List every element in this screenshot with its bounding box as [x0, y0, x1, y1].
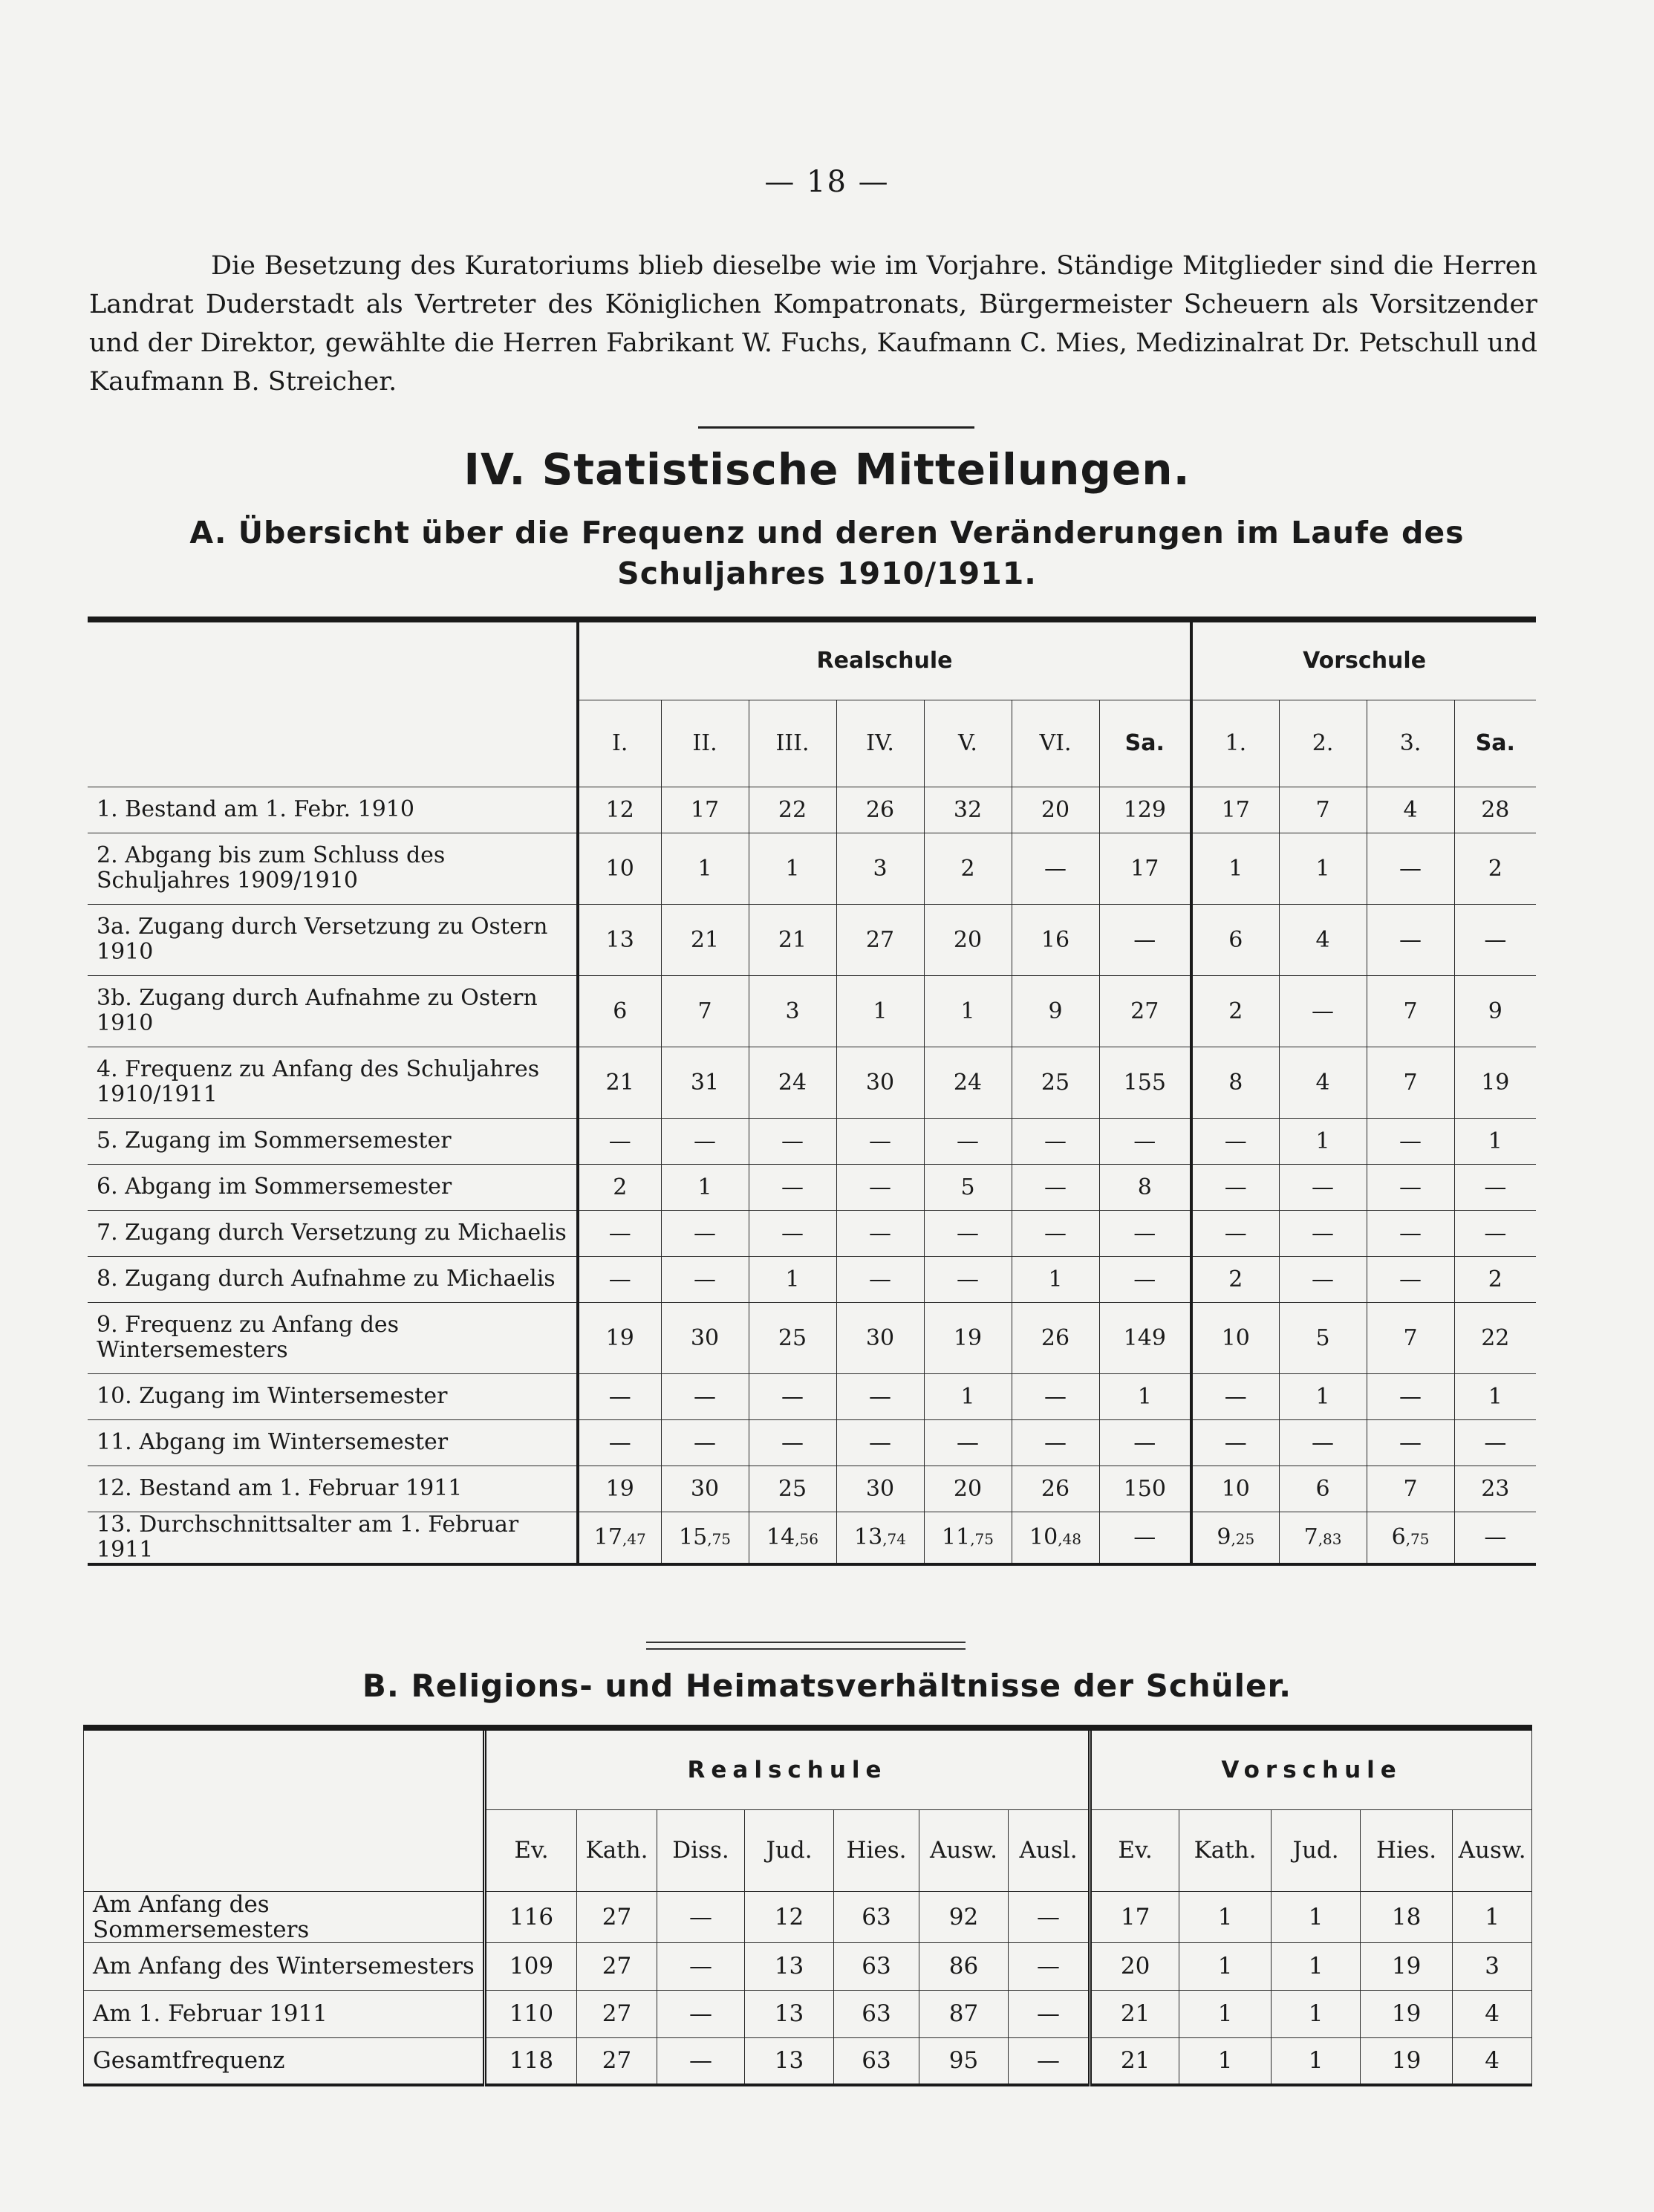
table-cell: 1: [1279, 1118, 1367, 1164]
table-cell: —: [1012, 1164, 1099, 1210]
table-cell: 10: [578, 833, 661, 904]
table-a-col-header: 2.: [1279, 700, 1367, 787]
table-cell: 1: [1179, 2037, 1272, 2085]
table-cell: —: [1367, 904, 1454, 975]
table-cell: —: [661, 1210, 749, 1256]
row-label: 8. Zugang durch Aufnahme zu Michaelis: [88, 1256, 578, 1302]
table-cell: —: [1454, 1164, 1536, 1210]
table-cell: 10: [1191, 1302, 1279, 1373]
row-label: 9. Frequenz zu Anfang des Wintersemesters: [88, 1302, 578, 1373]
table-cell: 5: [924, 1164, 1012, 1210]
table-cell: 27: [577, 1891, 657, 1942]
table-cell: 13: [745, 1942, 834, 1990]
table-cell: 19: [578, 1302, 661, 1373]
table-cell: —: [1012, 1118, 1099, 1164]
table-cell: 25: [1012, 1047, 1099, 1118]
table-cell: —: [1099, 1256, 1191, 1302]
table-cell: —: [1367, 1164, 1454, 1210]
table-cell: 3: [836, 833, 924, 904]
table-a-col-header: II.: [661, 700, 749, 787]
table-cell: 116: [485, 1891, 577, 1942]
table-cell: 22: [749, 787, 836, 833]
table-cell: —: [1099, 1210, 1191, 1256]
table-cell: —: [924, 1419, 1012, 1466]
table-cell: 7: [1367, 975, 1454, 1047]
table-cell: —: [1454, 1419, 1536, 1466]
table-b-col-header: Ausl.: [1009, 1809, 1090, 1891]
table-a-col-header: III.: [749, 700, 836, 787]
table-cell: 7: [1279, 787, 1367, 833]
table-cell: —: [836, 1256, 924, 1302]
row-label: 6. Abgang im Sommersemester: [88, 1164, 578, 1210]
table-cell: —: [578, 1373, 661, 1419]
table-b-col-header: Hies.: [834, 1809, 919, 1891]
table-cell: 155: [1099, 1047, 1191, 1118]
table-cell: 1: [924, 975, 1012, 1047]
table-a-col-header: Sa.: [1454, 700, 1536, 787]
table-cell: 11,75: [924, 1512, 1012, 1564]
table-cell: —: [836, 1118, 924, 1164]
table-cell: 1: [1279, 833, 1367, 904]
row-label: Gesamtfrequenz: [84, 2037, 485, 2085]
table-cell: —: [1279, 975, 1367, 1047]
frequency-table: [88, 617, 1536, 1566]
table-cell: —: [1367, 1210, 1454, 1256]
table-cell: 110: [485, 1990, 577, 2037]
table-cell: —: [1012, 1373, 1099, 1419]
table-cell: 10: [1191, 1466, 1279, 1512]
table-cell: —: [661, 1118, 749, 1164]
table-cell: 6: [1191, 904, 1279, 975]
table-cell: —: [836, 1210, 924, 1256]
table-a-col-header: 3.: [1367, 700, 1454, 787]
table-cell: 27: [577, 1942, 657, 1990]
table-cell: 1: [924, 1373, 1012, 1419]
table-cell: 1: [1454, 1118, 1536, 1164]
table-row: [88, 787, 1536, 833]
table-b-group-realschule: Realschule: [485, 1728, 1090, 1809]
table-cell: 21: [578, 1047, 661, 1118]
table-b-col-header: Ev.: [485, 1809, 577, 1891]
table-cell: 17: [1099, 833, 1191, 904]
table-cell: 1: [1012, 1256, 1099, 1302]
table-cell: 19: [1361, 1990, 1453, 2037]
table-cell: 30: [836, 1047, 924, 1118]
table-cell: 9: [1454, 975, 1536, 1047]
table-cell: 1: [749, 833, 836, 904]
table-cell: —: [1191, 1118, 1279, 1164]
table-cell: —: [1012, 1210, 1099, 1256]
table-cell: —: [1454, 904, 1536, 975]
table-cell: 7: [1367, 1302, 1454, 1373]
table-cell: 21: [1090, 1990, 1179, 2037]
table-cell: 16: [1012, 904, 1099, 975]
table-cell: 1: [1179, 1990, 1272, 2037]
table-cell: 27: [577, 2037, 657, 2085]
table-cell: 26: [836, 787, 924, 833]
table-b-col-header: Jud.: [1272, 1809, 1361, 1891]
table-row: [88, 1466, 1536, 1512]
table-cell: 4: [1367, 787, 1454, 833]
table-cell: —: [1367, 1373, 1454, 1419]
table-cell: 7: [1367, 1466, 1454, 1512]
table-cell: —: [924, 1210, 1012, 1256]
table-cell: 6,75: [1367, 1512, 1454, 1564]
table-cell: —: [749, 1164, 836, 1210]
table-a-col-header: Sa.: [1099, 700, 1191, 787]
table-row: [88, 1512, 1536, 1564]
table-a-corner: [88, 619, 578, 787]
table-cell: 13: [578, 904, 661, 975]
table-cell: 1: [1272, 1891, 1361, 1942]
row-label: 4. Frequenz zu Anfang des Schuljahres 1910/1911: [88, 1047, 578, 1118]
table-cell: —: [657, 2037, 745, 2085]
row-label: Am Anfang des Wintersemesters: [84, 1942, 485, 1990]
table-cell: 87: [919, 1990, 1009, 2037]
row-label: 7. Zugang durch Versetzung zu Michaelis: [88, 1210, 578, 1256]
table-cell: —: [1009, 1891, 1090, 1942]
table-a-col-header: I.: [578, 700, 661, 787]
table-row: [88, 1047, 1536, 1118]
table-cell: —: [1099, 1512, 1191, 1564]
intro-paragraph: [89, 247, 1537, 401]
table-a-group-realschule: Realschule: [578, 619, 1191, 700]
table-row: [88, 1302, 1536, 1373]
table-cell: 2: [1191, 1256, 1279, 1302]
religion-table: [83, 1725, 1532, 2086]
table-cell: —: [836, 1164, 924, 1210]
table-cell: 6: [578, 975, 661, 1047]
table-cell: 149: [1099, 1302, 1191, 1373]
table-cell: 31: [661, 1047, 749, 1118]
table-cell: 30: [661, 1302, 749, 1373]
table-cell: 24: [749, 1047, 836, 1118]
table-cell: 8: [1099, 1164, 1191, 1210]
table-cell: 150: [1099, 1466, 1191, 1512]
table-cell: —: [661, 1256, 749, 1302]
table-cell: 6: [1279, 1466, 1367, 1512]
table-cell: 19: [1454, 1047, 1536, 1118]
table-cell: 12: [745, 1891, 834, 1942]
table-a-group-vorschule: Vorschule: [1191, 619, 1536, 700]
table-cell: 26: [1012, 1302, 1099, 1373]
row-label: 10. Zugang im Wintersemester: [88, 1373, 578, 1419]
table-row: [84, 1942, 1532, 1990]
table-cell: 1: [1179, 1891, 1272, 1942]
table-cell: —: [1009, 1942, 1090, 1990]
table-cell: —: [578, 1256, 661, 1302]
table-cell: 1: [1099, 1373, 1191, 1419]
table-b-col-header: Kath.: [577, 1809, 657, 1891]
table-b-col-header: Jud.: [745, 1809, 834, 1891]
table-cell: 1: [836, 975, 924, 1047]
table-cell: 23: [1454, 1466, 1536, 1512]
table-cell: 28: [1454, 787, 1536, 833]
table-cell: —: [661, 1419, 749, 1466]
table-row: [88, 1373, 1536, 1419]
table-cell: —: [924, 1256, 1012, 1302]
table-cell: —: [578, 1210, 661, 1256]
table-b-col-header: Ev.: [1090, 1809, 1179, 1891]
table-row: [84, 1990, 1532, 2037]
table-row: [88, 833, 1536, 904]
table-cell: 4: [1453, 2037, 1532, 2085]
table-cell: —: [1279, 1419, 1367, 1466]
table-cell: —: [1191, 1210, 1279, 1256]
table-cell: 30: [836, 1302, 924, 1373]
table-cell: 7: [1367, 1047, 1454, 1118]
table-b-group-vorschule: Vorschule: [1090, 1728, 1532, 1809]
table-cell: 1: [749, 1256, 836, 1302]
table-cell: 32: [924, 787, 1012, 833]
table-b-title: B. Religions- und Heimatsverhältnisse der Schüler.: [362, 1668, 1292, 1704]
table-cell: 8: [1191, 1047, 1279, 1118]
table-cell: 13: [745, 1990, 834, 2037]
table-cell: 19: [924, 1302, 1012, 1373]
table-cell: —: [1009, 1990, 1090, 2037]
table-cell: 17: [661, 787, 749, 833]
page-number: — 18 —: [764, 165, 890, 199]
table-cell: 30: [661, 1466, 749, 1512]
table-cell: 1: [1454, 1373, 1536, 1419]
table-cell: 7: [661, 975, 749, 1047]
table-cell: 1: [1279, 1373, 1367, 1419]
table-cell: 21: [749, 904, 836, 975]
table-cell: 86: [919, 1942, 1009, 1990]
table-cell: 63: [834, 1990, 919, 2037]
table-cell: 1: [1453, 1891, 1532, 1942]
intro-text: Die Besetzung des Kuratoriums blieb dieselbe wie im Vorjahre. Ständige Mitglieder sind die Herren Landrat Duderstadt als Vertreter des Königlichen Kompatronats, Bürgermeister Scheuern als Vorsitzender und der Direktor, gewählte die Herren Fabrikant W. Fuchs, Kaufmann C. Mies, Medizinalrat Dr. Petschull und Kaufmann B. Streicher.: [89, 251, 1537, 397]
table-row: [88, 1210, 1536, 1256]
table-cell: 2: [578, 1164, 661, 1210]
table-cell: —: [749, 1118, 836, 1164]
table-b-corner: [84, 1728, 485, 1891]
table-cell: —: [657, 1942, 745, 1990]
table-cell: 20: [924, 1466, 1012, 1512]
table-a-col-header: VI.: [1012, 700, 1099, 787]
table-cell: 2: [1454, 833, 1536, 904]
double-divider: [646, 1642, 966, 1650]
row-label: 13. Durchschnittsalter am 1. Februar 1911: [88, 1512, 578, 1564]
table-row: [88, 1256, 1536, 1302]
table-cell: —: [1009, 2037, 1090, 2085]
table-row: [88, 975, 1536, 1047]
row-label: 3b. Zugang durch Aufnahme zu Ostern 1910: [88, 975, 578, 1047]
table-cell: 21: [661, 904, 749, 975]
table-cell: —: [578, 1118, 661, 1164]
table-cell: —: [1454, 1512, 1536, 1564]
table-cell: 15,75: [661, 1512, 749, 1564]
table-cell: 13: [745, 2037, 834, 2085]
table-cell: 7,83: [1279, 1512, 1367, 1564]
table-cell: —: [836, 1419, 924, 1466]
table-cell: 3: [1453, 1942, 1532, 1990]
table-cell: 2: [924, 833, 1012, 904]
table-cell: 27: [836, 904, 924, 975]
table-cell: 19: [578, 1466, 661, 1512]
table-cell: 27: [577, 1990, 657, 2037]
table-cell: 12: [578, 787, 661, 833]
table-cell: —: [1191, 1164, 1279, 1210]
table-cell: —: [924, 1118, 1012, 1164]
table-cell: 118: [485, 2037, 577, 2085]
table-cell: 17: [1191, 787, 1279, 833]
table-cell: —: [749, 1210, 836, 1256]
table-cell: 25: [749, 1466, 836, 1512]
table-cell: 92: [919, 1891, 1009, 1942]
table-cell: 4: [1453, 1990, 1532, 2037]
table-cell: —: [1367, 1256, 1454, 1302]
row-label: 3a. Zugang durch Versetzung zu Ostern 1910: [88, 904, 578, 975]
table-cell: 26: [1012, 1466, 1099, 1512]
table-cell: —: [1012, 1419, 1099, 1466]
table-cell: —: [1279, 1164, 1367, 1210]
table-row: [88, 1419, 1536, 1466]
table-cell: 1: [1272, 1942, 1361, 1990]
table-b-col-header: Ausw.: [919, 1809, 1009, 1891]
table-cell: 20: [1090, 1942, 1179, 1990]
table-cell: 4: [1279, 1047, 1367, 1118]
section-title: IV. Statistische Mitteilungen.: [463, 444, 1191, 495]
table-cell: 24: [924, 1047, 1012, 1118]
table-cell: 2: [1191, 975, 1279, 1047]
table-cell: 19: [1361, 2037, 1453, 2085]
table-cell: 10,48: [1012, 1512, 1099, 1564]
table-cell: 25: [749, 1302, 836, 1373]
table-cell: —: [749, 1373, 836, 1419]
table-cell: —: [1012, 833, 1099, 904]
table-cell: —: [578, 1419, 661, 1466]
row-label: Am Anfang des Sommersemesters: [84, 1891, 485, 1942]
table-cell: —: [1099, 904, 1191, 975]
table-cell: 63: [834, 1942, 919, 1990]
table-cell: 63: [834, 1891, 919, 1942]
table-cell: 5: [1279, 1302, 1367, 1373]
divider: [698, 426, 974, 429]
table-row: [84, 2037, 1532, 2085]
table-cell: —: [1279, 1210, 1367, 1256]
table-row: [88, 904, 1536, 975]
table-cell: 22: [1454, 1302, 1536, 1373]
table-cell: 17: [1090, 1891, 1179, 1942]
table-cell: 1: [661, 1164, 749, 1210]
table-cell: —: [1099, 1419, 1191, 1466]
table-cell: 19: [1361, 1942, 1453, 1990]
table-cell: 30: [836, 1466, 924, 1512]
table-cell: 1: [1272, 2037, 1361, 2085]
table-cell: 63: [834, 2037, 919, 2085]
table-cell: 17,47: [578, 1512, 661, 1564]
table-cell: —: [661, 1373, 749, 1419]
table-cell: 21: [1090, 2037, 1179, 2085]
row-label: 12. Bestand am 1. Februar 1911: [88, 1466, 578, 1512]
table-cell: 1: [1179, 1942, 1272, 1990]
row-label: 11. Abgang im Wintersemester: [88, 1419, 578, 1466]
table-cell: 9: [1012, 975, 1099, 1047]
table-cell: 4: [1279, 904, 1367, 975]
row-label: 1. Bestand am 1. Febr. 1910: [88, 787, 578, 833]
table-b-col-header: Hies.: [1361, 1809, 1453, 1891]
table-cell: 14,56: [749, 1512, 836, 1564]
table-cell: 18: [1361, 1891, 1453, 1942]
table-cell: 129: [1099, 787, 1191, 833]
table-b-col-header: Diss.: [657, 1809, 745, 1891]
table-cell: 1: [1272, 1990, 1361, 2037]
table-cell: —: [1367, 1118, 1454, 1164]
table-cell: —: [1191, 1373, 1279, 1419]
table-cell: —: [1454, 1210, 1536, 1256]
table-row: [84, 1891, 1532, 1942]
table-cell: 13,74: [836, 1512, 924, 1564]
table-a-col-header: IV.: [836, 700, 924, 787]
table-a-title: A. Übersicht über die Frequenz und deren Veränderungen im Laufe des Schuljahres 1910/1911.: [189, 515, 1465, 591]
table-cell: 3: [749, 975, 836, 1047]
table-a-col-header: V.: [924, 700, 1012, 787]
table-a-col-header: 1.: [1191, 700, 1279, 787]
table-cell: —: [1191, 1419, 1279, 1466]
row-label: 2. Abgang bis zum Schluss des Schuljahres 1909/1910: [88, 833, 578, 904]
table-cell: 27: [1099, 975, 1191, 1047]
table-cell: —: [1367, 833, 1454, 904]
table-cell: —: [836, 1373, 924, 1419]
table-row: [88, 1164, 1536, 1210]
table-cell: 1: [1191, 833, 1279, 904]
row-label: Am 1. Februar 1911: [84, 1990, 485, 2037]
table-cell: 9,25: [1191, 1512, 1279, 1564]
table-b-col-header: Ausw.: [1453, 1809, 1532, 1891]
table-cell: 20: [924, 904, 1012, 975]
table-cell: 20: [1012, 787, 1099, 833]
table-row: [88, 1118, 1536, 1164]
table-cell: 95: [919, 2037, 1009, 2085]
table-cell: —: [749, 1419, 836, 1466]
table-cell: 1: [661, 833, 749, 904]
table-cell: —: [657, 1891, 745, 1942]
table-cell: —: [1367, 1419, 1454, 1466]
table-cell: —: [1279, 1256, 1367, 1302]
row-label: 5. Zugang im Sommersemester: [88, 1118, 578, 1164]
table-cell: —: [1099, 1118, 1191, 1164]
table-cell: 109: [485, 1942, 577, 1990]
table-b-col-header: Kath.: [1179, 1809, 1272, 1891]
table-cell: 2: [1454, 1256, 1536, 1302]
table-cell: —: [657, 1990, 745, 2037]
